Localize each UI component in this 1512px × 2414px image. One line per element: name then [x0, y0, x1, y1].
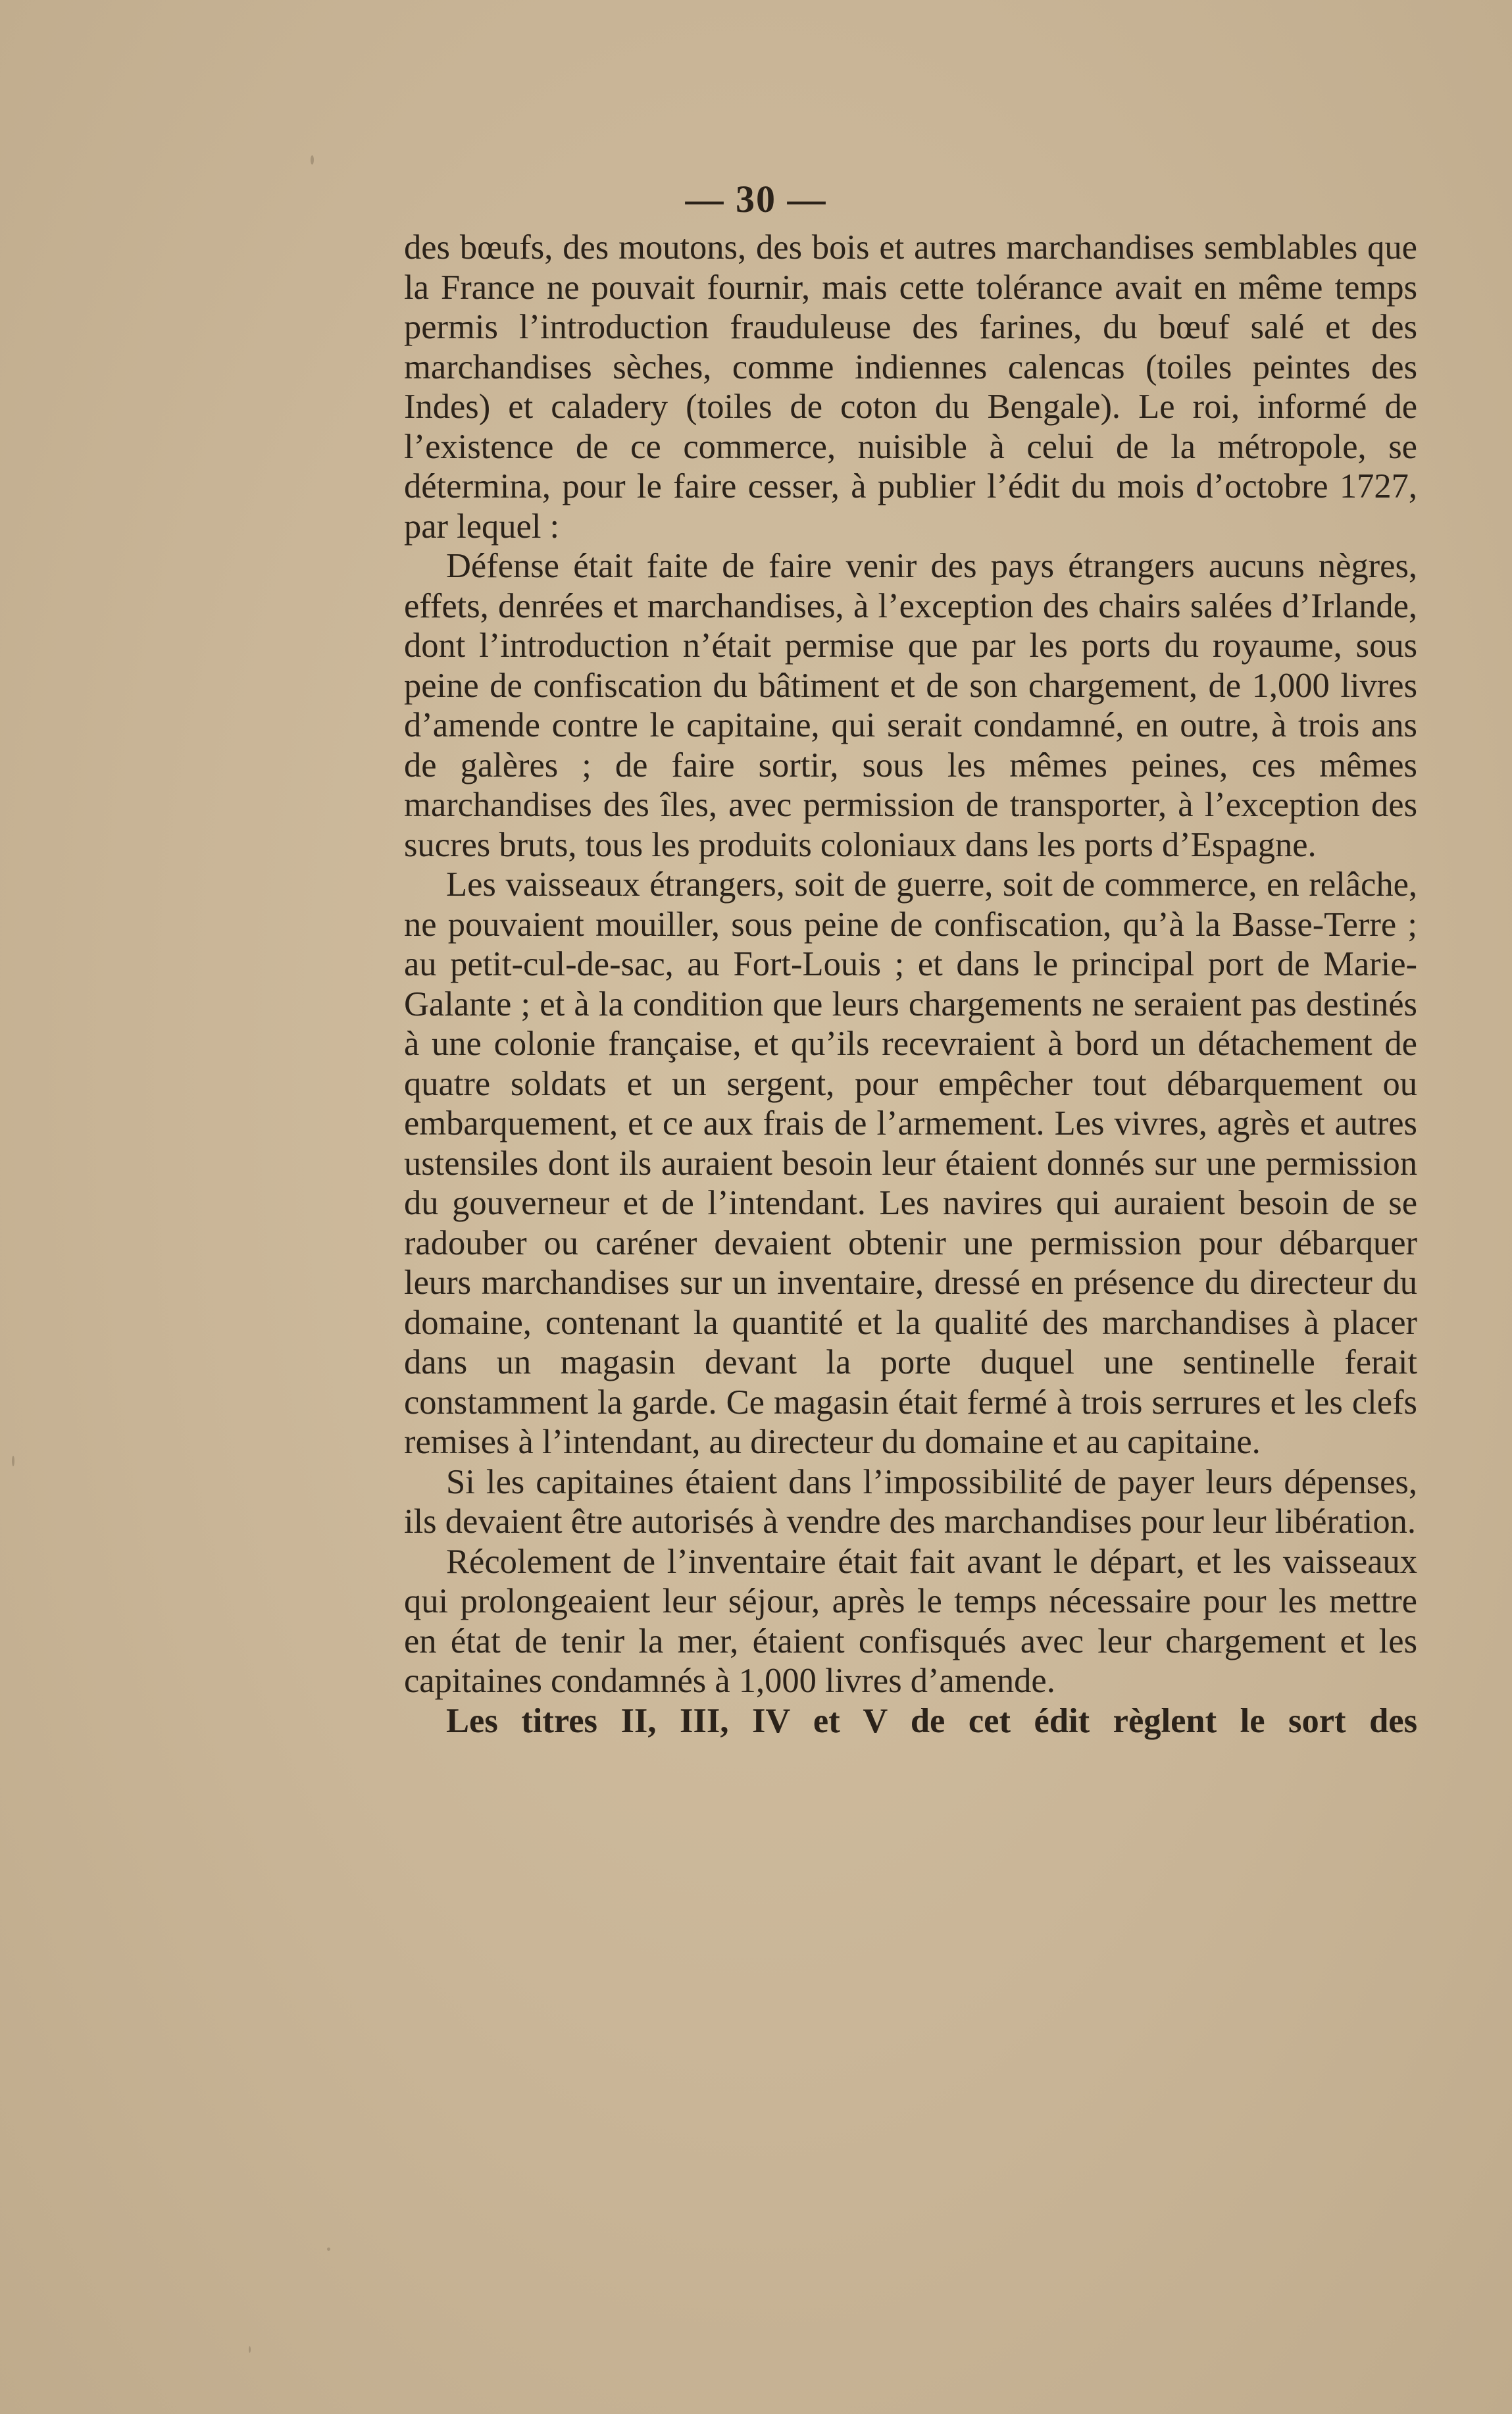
paper-speck — [249, 2346, 251, 2353]
paragraph-cut-off: Les titres II, III, IV et V de cet édit règlent le sort des — [446, 1701, 1417, 1740]
paragraph: Défense était faite de faire venir des pays étrangers aucuns nègres, effets, denrées et marchandises, à l’exception des chairs salées d’Irlande, dont l’introduction n’était permise que par les ports du royaume, sous peine de confiscation du bâtiment et de son chargement, de 1,000 livres d’amende contre le capitaine, qui serait condamné, en outre, à trois ans de galères ; de faire sortir, sous les mêmes peines, ces mêmes marchandises des îles, avec permission de transporter, à l’exception des sucres bruts, tous les produits coloniaux dans les ports d’Espagne. — [404, 547, 1417, 864]
paragraph: Récolement de l’inventaire était fait avant le départ, et les vaisseaux qui prolongeaient leur séjour, après le temps nécessaire pour les mettre en état de tenir la mer, étaient confisqués avec leur chargement et les capitaines condamnés à 1,000 livres d’amende. — [404, 1542, 1417, 1700]
paragraph: Les vaisseaux étrangers, soit de guerre, soit de commerce, en relâche, ne pouvaient mouiller, sous peine de confiscation, qu’à la Basse-Terre ; au petit-cul-de-sac, au Fort-Louis ; et dans le principal port de Marie-Galante ; et à la condition que leurs chargements ne seraient pas destinés à une colonie française, et qu’ils recevraient à bord un détachement de quatre soldats et un sergent, pour empêcher tout débarquement ou embarquement, et ce aux frais de l’armement. Les vivres, agrès et autres ustensiles dont ils auraient besoin leur étaient donnés sur une permission du gouverneur et de l’intendant. Les navires qui auraient besoin de se radouber ou caréner devaient obtenir une permission pour débarquer leurs marchandises sur un inventaire, dressé en présence du directeur du domaine, contenant la quantité et la qualité des marchandises à placer dans un magasin devant la porte duquel une sentinelle ferait constamment la garde. Ce magasin était fermé à trois serrures et les clefs remises à l’intendant, au directeur du domaine et au capitaine. — [404, 865, 1417, 1461]
paper-speck — [311, 155, 314, 165]
paragraph-continuation: des bœufs, des moutons, des bois et autres marchandises semblables que la France ne pouvait fournir, mais cette tolérance avait en même temps permis l’introduction frauduleuse des farines, du bœuf salé et des marchandises sèches, comme indiennes calencas (toiles peintes des Indes) et caladery (toiles de coton du Bengale). Le roi, informé de l’existence de ce commerce, nuisible à celui de la métropole, se détermina, pour le faire cesser, à publier l’édit du mois d’octobre 1727, par lequel : — [404, 228, 1417, 546]
body-text — [404, 228, 1417, 1741]
paper-speck — [327, 2247, 330, 2251]
paragraph: Si les capitaines étaient dans l’impossibilité de payer leurs dépenses, ils devaient être autorisés à vendre des marchandises pour leur libération. — [404, 1462, 1417, 1541]
page-number: — 30 — — [685, 178, 827, 220]
paper-speck — [12, 1456, 14, 1466]
